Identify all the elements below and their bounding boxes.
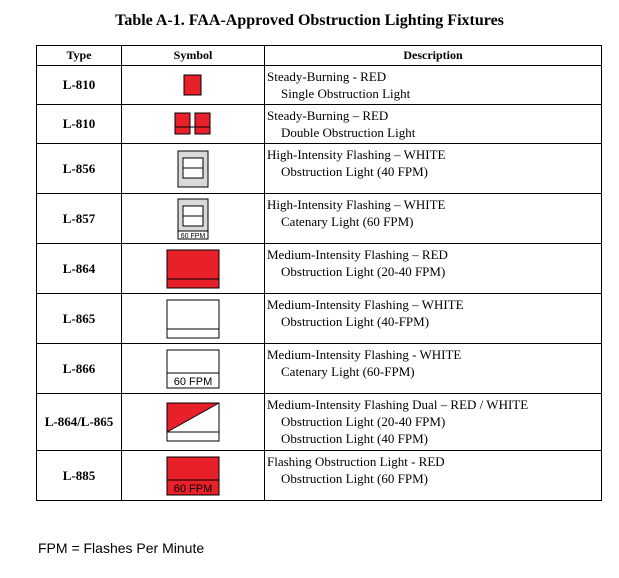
table-row <box>37 344 602 394</box>
red-rectangle-60fpm-icon <box>166 456 220 496</box>
symbol-cell <box>122 105 265 144</box>
description-line: Steady-Burning – RED <box>267 108 389 123</box>
table-title: Table A-1. FAA-Approved Obstruction Lighting Fixtures <box>115 12 504 29</box>
symbol-cell <box>122 394 265 451</box>
type-cell: L-857 <box>37 194 122 244</box>
white-flashing-60fpm-icon <box>177 198 209 240</box>
type-cell: L-864/L-865 <box>37 394 122 451</box>
description-line: Catenary Light (60 FPM) <box>281 214 414 229</box>
symbol-cell <box>122 66 265 105</box>
symbol-label: 60 FPM <box>180 232 206 240</box>
description-cell <box>265 66 602 105</box>
description-line: Obstruction Light (20-40 FPM) <box>281 414 446 429</box>
description-line: Medium-Intensity Flashing – WHITE <box>267 297 464 312</box>
red-square-icon <box>183 74 203 96</box>
description-cell <box>265 294 602 344</box>
white-rectangle-60fpm-icon <box>166 349 220 389</box>
dual-red-white-icon <box>166 402 220 442</box>
type-cell: L-810 <box>37 105 122 144</box>
red-rectangle-icon <box>166 249 220 289</box>
symbol-cell <box>122 144 265 194</box>
double-red-square-icon <box>174 112 212 136</box>
description-cell <box>265 244 602 294</box>
type-cell: L-866 <box>37 344 122 394</box>
symbol-label: 60 FPM <box>173 375 213 388</box>
symbol-header: Symbol <box>122 46 265 66</box>
symbol-cell <box>122 451 265 501</box>
symbol-cell <box>122 244 265 294</box>
header-row <box>37 46 602 66</box>
description-cell <box>265 394 602 451</box>
description-line: High-Intensity Flashing – WHITE <box>267 197 446 212</box>
description-cell <box>265 105 602 144</box>
description-line: Medium-Intensity Flashing Dual – RED / WHITE <box>267 397 529 412</box>
symbol-label: 60 FPM <box>173 482 213 495</box>
description-line: Obstruction Light (40-FPM) <box>281 314 430 329</box>
description-line: Obstruction Light (20-40 FPM) <box>281 264 446 279</box>
description-line: Medium-Intensity Flashing – RED <box>267 247 448 262</box>
table-row <box>37 194 602 244</box>
symbol-cell <box>122 294 265 344</box>
description-cell <box>265 451 602 501</box>
description-line: High-Intensity Flashing – WHITE <box>267 147 446 162</box>
description-line: Double Obstruction Light <box>281 125 416 140</box>
description-cell <box>265 344 602 394</box>
symbol-cell <box>122 194 265 244</box>
description-line: Obstruction Light (40 FPM) <box>281 164 428 179</box>
type-cell: L-856 <box>37 144 122 194</box>
table-row <box>37 244 602 294</box>
white-rectangle-icon <box>166 299 220 339</box>
description-cell <box>265 144 602 194</box>
fixtures-table <box>36 45 602 501</box>
description-line: Steady-Burning - RED <box>267 69 387 84</box>
table-row <box>37 105 602 144</box>
description-line: Obstruction Light (60 FPM) <box>281 471 428 486</box>
type-cell: L-810 <box>37 66 122 105</box>
description-line: Catenary Light (60-FPM) <box>281 364 415 379</box>
table-row <box>37 144 602 194</box>
table-row <box>37 451 602 501</box>
description-line: Obstruction Light (40 FPM) <box>281 431 428 446</box>
table-row <box>37 294 602 344</box>
table-row <box>37 394 602 451</box>
description-header: Description <box>265 46 602 66</box>
white-flashing-icon <box>177 150 209 188</box>
symbol-cell <box>122 344 265 394</box>
type-cell: L-864 <box>37 244 122 294</box>
type-cell: L-865 <box>37 294 122 344</box>
description-line: Single Obstruction Light <box>281 86 411 101</box>
description-line: Medium-Intensity Flashing - WHITE <box>267 347 462 362</box>
footnote: FPM = Flashes Per Minute <box>38 540 205 556</box>
type-cell: L-885 <box>37 451 122 501</box>
description-cell <box>265 194 602 244</box>
table-row <box>37 66 602 105</box>
type-header: Type <box>37 46 122 66</box>
description-line: Flashing Obstruction Light - RED <box>267 454 445 469</box>
